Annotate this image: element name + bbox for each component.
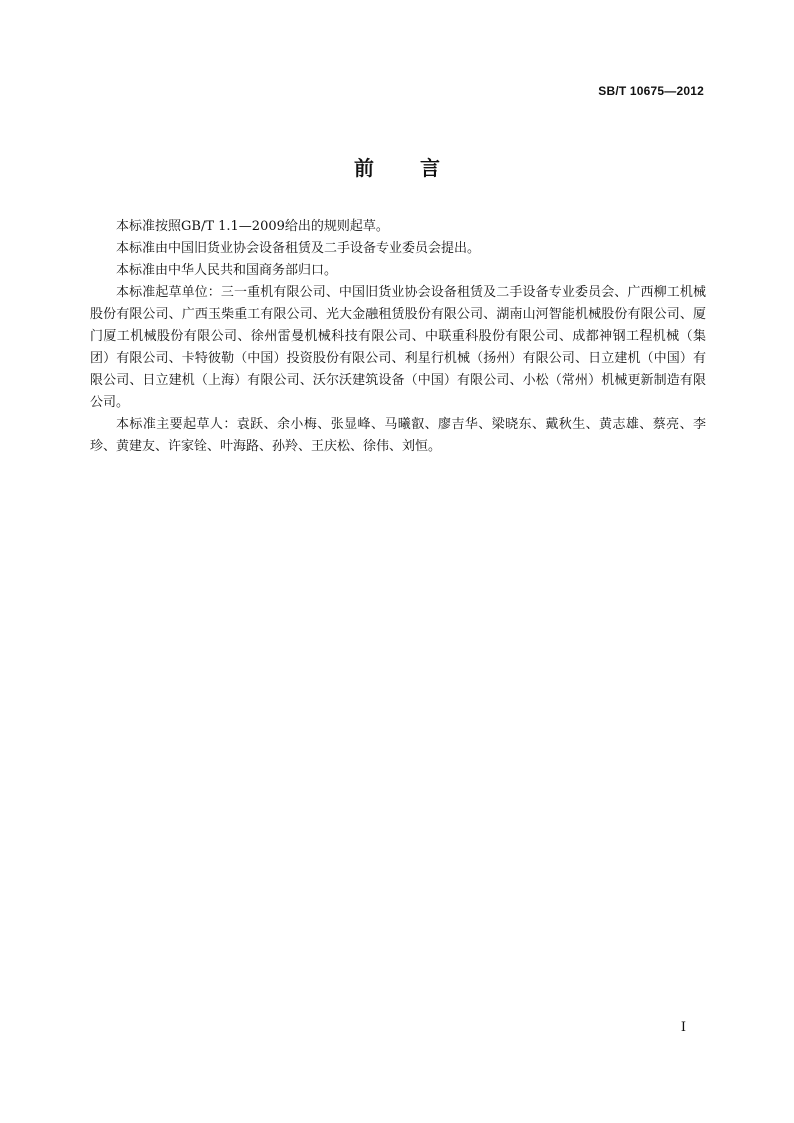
paragraph-drafting-organizations: 本标准起草单位：三一重机有限公司、中国旧货业协会设备租赁及二手设备专业委员会、广西柳工机械股份有限公司、广西玉柴重工有限公司、光大金融租赁股份有限公司、湖南山河智能机械股份有限公司、厦门厦工机械股份有限公司、徐州雷曼机械科技有限公司、中联重科股份有限公司、成都神钢工程机械（集团）有限公司、卡特彼勒（中国）投资股份有限公司、利星行机械（扬州）有限公司、日立建机（中国）有限公司、日立建机（上海）有限公司、沃尔沃建筑设备（中国）有限公司、小松（常州）机械更新制造有限公司。: [90, 285, 706, 410]
foreword-body: [90, 216, 706, 458]
paragraph-drafters: 本标准主要起草人：袁跃、余小梅、张显峰、马曦叡、廖吉华、梁晓东、戴秋生、黄志雄、蔡亮、李珍、黄建友、许家铨、叶海路、孙羚、王庆松、徐伟、刘恒。: [90, 417, 706, 454]
standard-code: SB/T 10675—2012: [598, 84, 704, 98]
page-number: I: [680, 1020, 686, 1035]
paragraph-drafting-rules: 本标准按照GB/T 1.1—2009给出的规则起草。: [116, 219, 389, 234]
title-char-1: 前: [354, 156, 374, 180]
title-char-2: 言: [420, 156, 440, 180]
page-title: [0, 152, 794, 181]
paragraph-proposer: 本标准由中国旧货业协会设备租赁及二手设备专业委员会提出。: [116, 241, 481, 256]
paragraph-centralized-unit: 本标准由中华人民共和国商务部归口。: [116, 263, 338, 278]
